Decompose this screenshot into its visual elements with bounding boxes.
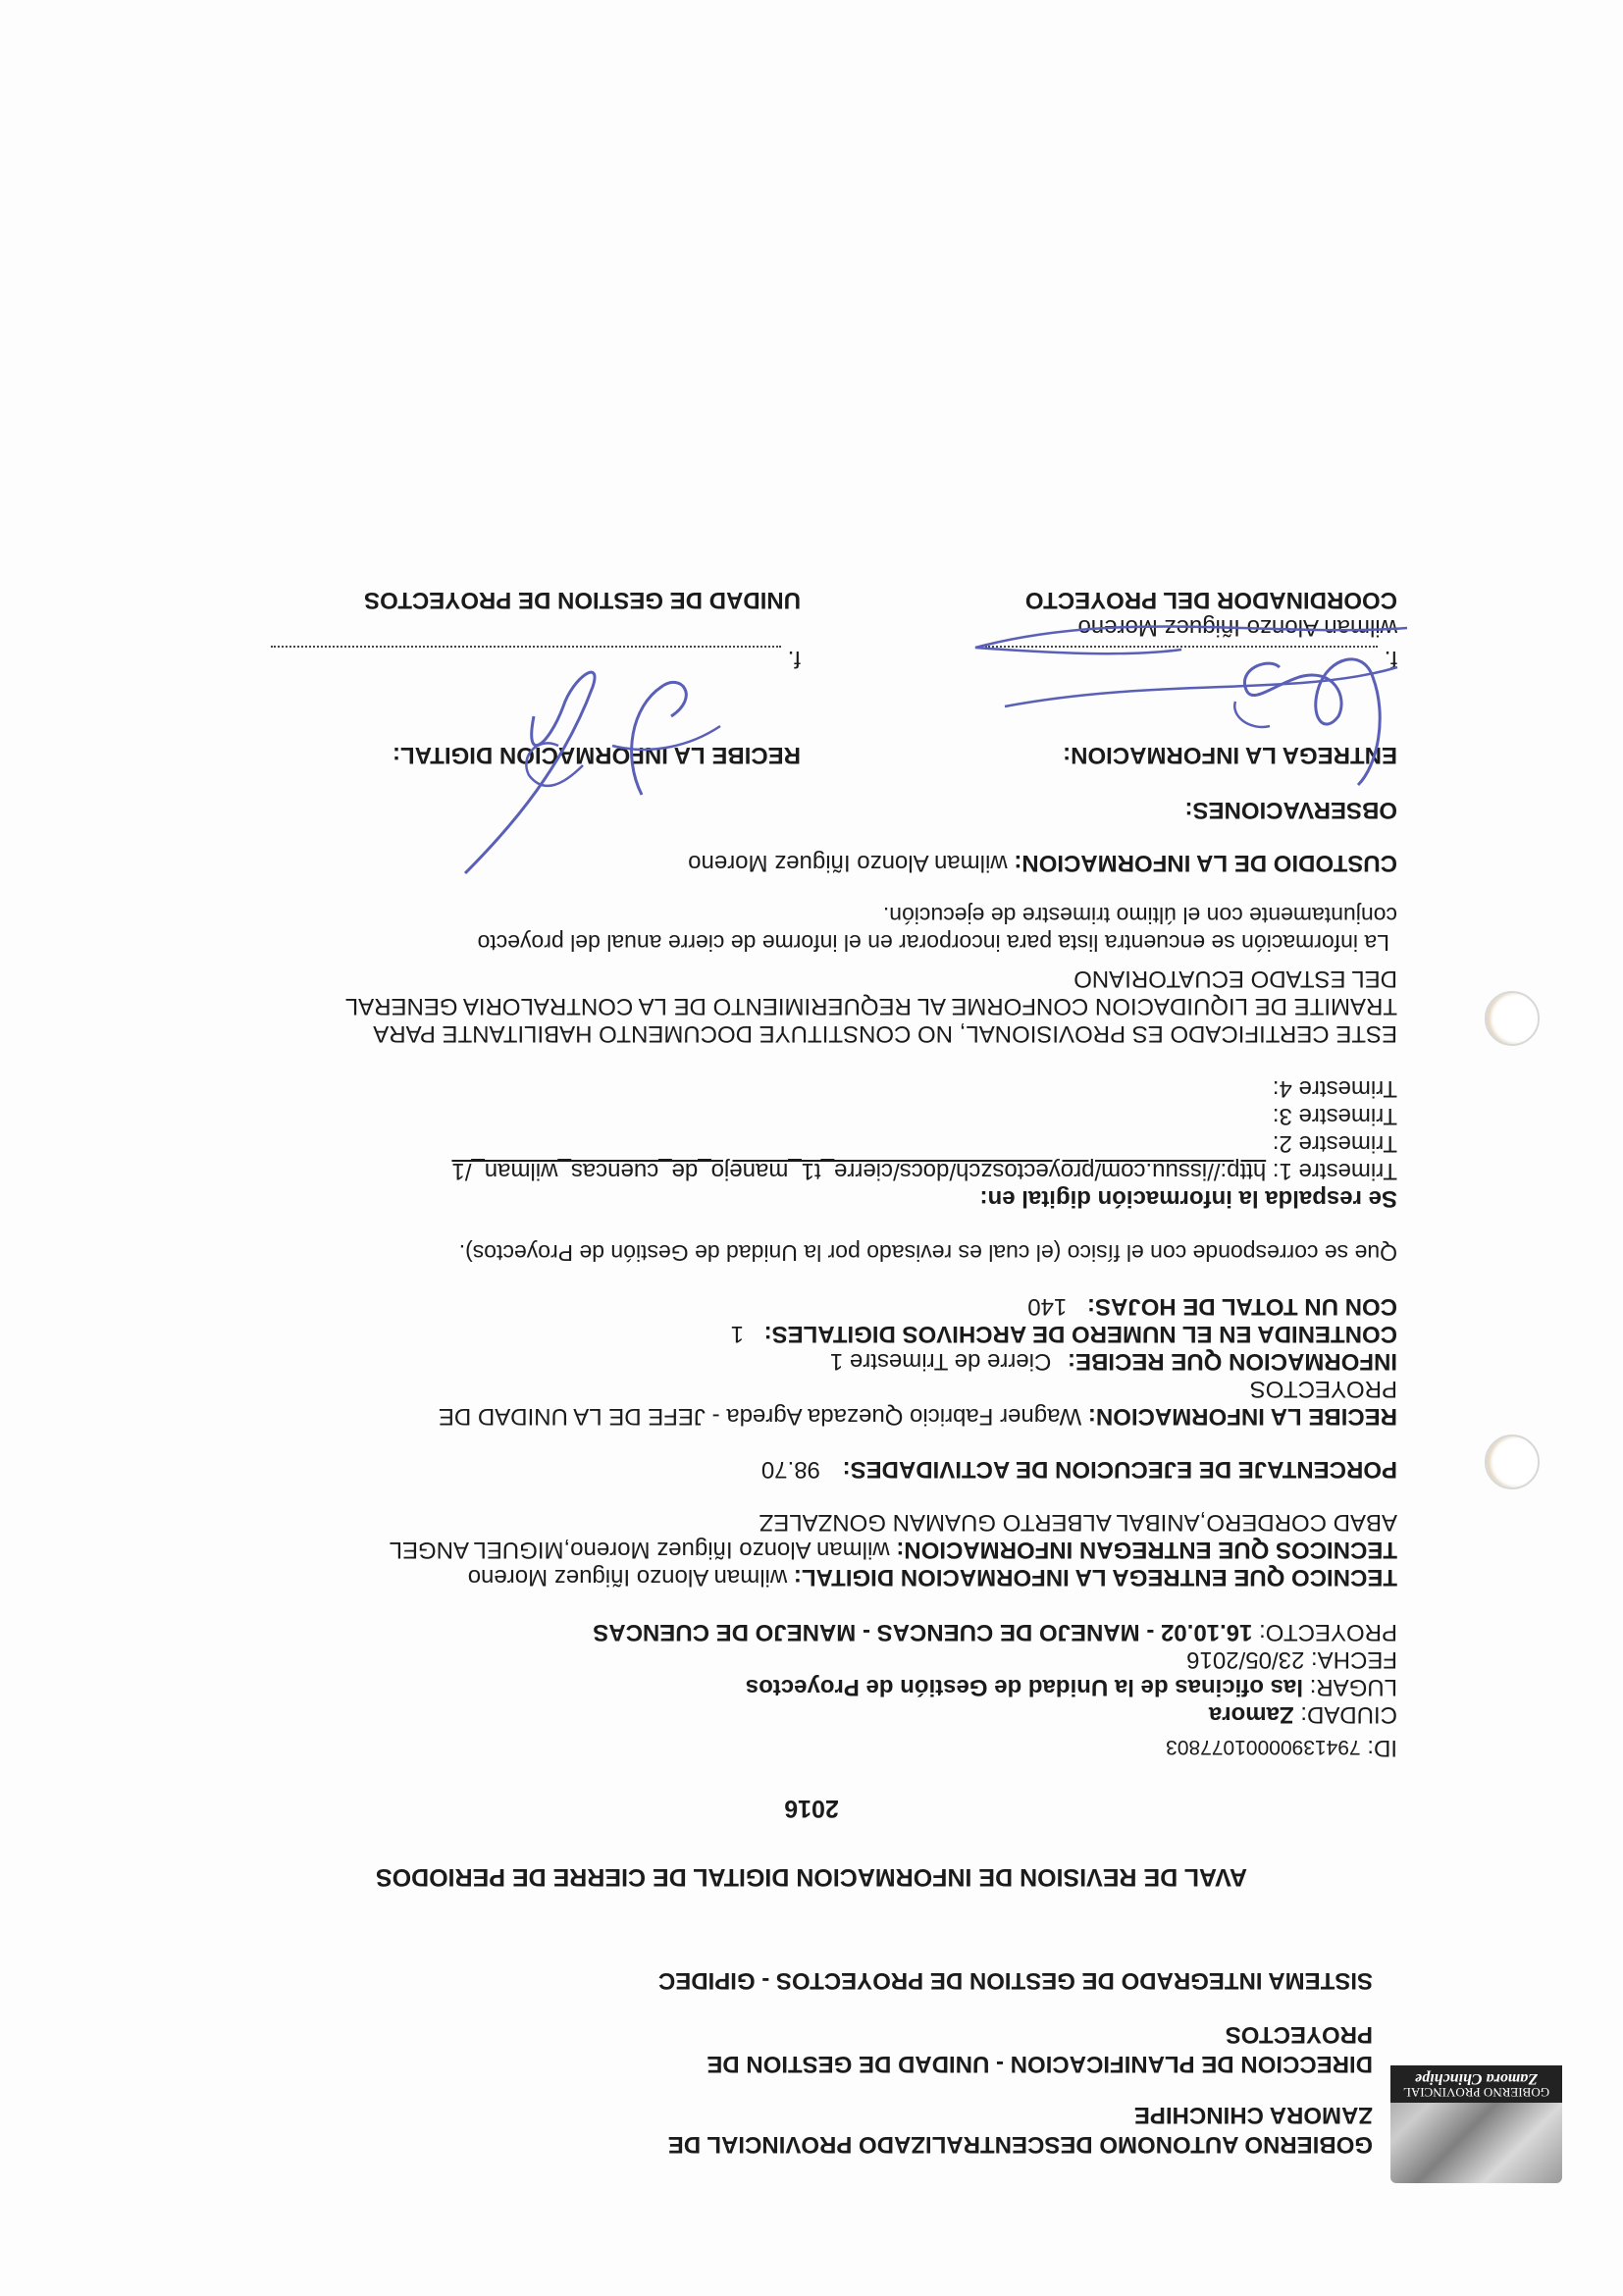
document-title: AVAL DE REVISION DE INFORMACION DIGITAL DE CIERRE DE PERIODOS: [375, 1863, 1248, 1891]
custodian-label: CUSTODIO DE LA INFORMACION:: [1014, 850, 1397, 876]
delivers-label: ENTREGA LA INFORMACION:: [1063, 742, 1397, 768]
project-row: [593, 1617, 1397, 1646]
receiver-value-2: PROYECTOS: [1249, 1376, 1397, 1402]
files-label: CONTENIDA EN EL NUMERO DE ARCHIVOS DIGITALES:: [763, 1321, 1397, 1347]
date-label: FECHA:: [1310, 1646, 1397, 1673]
trimestre-1-label: Trimestre 1:: [1272, 1158, 1397, 1184]
tech-digital-value: wilman Alonzo Iñiguez Moreno: [467, 1564, 788, 1591]
dept-line-1: DIRECCION DE PLANIFICACION - UNIDAD DE GESTION DE: [707, 2051, 1373, 2077]
disclaimer-line-1: ESTE CERTIFICADO ES PROVISIONAL, NO CONSTITUYE DOCUMENTO HABILITANTE PARA: [373, 1020, 1397, 1047]
dept-line-2: PROYECTOS: [1225, 2021, 1373, 2048]
system-name: SISTEMA INTEGRADO DE GESTION DE PROYECTOS - GIPIDEC: [657, 1967, 1373, 1994]
percent-label: PORCENTAJE DE EJECUCION DE ACTIVIDADES:: [842, 1456, 1397, 1483]
sign-right-f: f.: [787, 646, 801, 672]
sign-right-role: UNIDAD DE GESTION DE PROYECTOS: [364, 587, 801, 613]
punch-hole-1: [1485, 1435, 1540, 1489]
trimestre-2-label: Trimestre 2:: [1272, 1130, 1397, 1157]
city-row: [1209, 1699, 1397, 1729]
trimestre-3-label: Trimestre 3:: [1272, 1103, 1397, 1129]
city-label: CIUDAD:: [1300, 1701, 1397, 1728]
logo-band: [1390, 2065, 1562, 2103]
info-row: [830, 1346, 1397, 1376]
place-label: LUGAR:: [1309, 1674, 1397, 1700]
trimestre-1-row: [451, 1156, 1397, 1185]
disclaimer-line-2: TRAMITE DE LIQUIDACION CONFORME AL REQUERIMIENTO DE LA CONTRALORIA GENERAL: [344, 993, 1397, 1019]
sign-left-f: f.: [1384, 646, 1397, 672]
receiver-label: RECIBE LA INFORMACION:: [1087, 1403, 1397, 1430]
files-row: [731, 1319, 1397, 1348]
project-value: 16.10.02 - MANEJO DE CUENCAS - MANEJO DE CUENCAS: [593, 1619, 1253, 1645]
punch-hole-2: [1485, 991, 1540, 1046]
place-value: las oficinas de la Unidad de Gestión de Proyectos: [745, 1674, 1303, 1700]
techs-row: [390, 1535, 1397, 1564]
tech-digital-label: TECNICO QUE ENTREGA LA INFORMACION DIGITAL:: [793, 1564, 1397, 1591]
project-label: PROYECTO:: [1259, 1619, 1397, 1645]
disclaimer-line-3: DEL ESTADO ECUATORIANO: [1073, 965, 1397, 992]
custodian-value: wilman Alonzo Iñiguez Moreno: [688, 850, 1008, 876]
techs-value-1: wilman Alonzo Iñiguez Moreno,MIGUEL ANGEL: [389, 1537, 890, 1563]
place-row: [746, 1672, 1397, 1701]
receiver-value-1: Wagner Fabricio Quezada Agreda - JEFE DE LA UNIDAD DE: [438, 1403, 1082, 1430]
note-line-1: La información se encuentra lista para incorporar en el informe de cierre anual del proyecto: [477, 930, 1389, 956]
custodian-row: [688, 848, 1397, 877]
tech-digital-row: [468, 1562, 1397, 1592]
percent-row: [761, 1454, 1397, 1484]
correspond-text: Que se corresponde con el físico (el cual es revisado por la Unidad de Gestión de Proyectos).: [458, 1240, 1397, 1266]
backup-heading: Se respalda la información digital en:: [979, 1185, 1397, 1212]
id-value: 79413900001077803: [1166, 1736, 1361, 1758]
date-value: 23/05/2016: [1186, 1646, 1305, 1673]
id-row: [1166, 1732, 1397, 1762]
org-line-2: ZAMORA CHINCHIPE: [1133, 2102, 1373, 2128]
logo-image: [1390, 2090, 1562, 2183]
document-year: 2016: [784, 1795, 839, 1822]
date-row: [1186, 1644, 1397, 1674]
id-label: ID:: [1367, 1735, 1397, 1761]
techs-value-2: ABAD CORDERO,ANIBAL ALBERTO GUAMAN GONZALEZ: [759, 1509, 1397, 1536]
observations-label: OBSERVACIONES:: [1184, 797, 1397, 823]
city-value: Zamora: [1208, 1701, 1294, 1728]
logo-text: Zamora Chinchipe: [1415, 2070, 1538, 2087]
note-line-2: conjuntamente con el último trimestre de ejecución.: [882, 903, 1397, 928]
info-value: Cierre de Trimestre 1: [829, 1348, 1052, 1375]
files-value: 1: [730, 1321, 744, 1347]
receiver-row: [439, 1401, 1397, 1431]
pages-row: [1027, 1291, 1397, 1321]
receives-digital-label: RECIBE LA INFORMACION DIGITAL:: [393, 742, 801, 768]
techs-label: TECNICOS QUE ENTREGAN INFORMACION:: [896, 1537, 1397, 1563]
signature-left: [966, 589, 1417, 824]
pages-label: CON UN TOTAL DE HOJAS:: [1086, 1293, 1397, 1320]
sign-left-role: COORDINADOR DEL PROYECTO: [1024, 587, 1397, 613]
info-label: INFORMACION QUE RECIBE:: [1068, 1348, 1397, 1375]
pages-value: 140: [1027, 1293, 1068, 1320]
percent-value: 98.70: [760, 1456, 820, 1483]
sign-left-name: wilman Alonzo Iñiguez Moreno: [1077, 614, 1397, 641]
province-logo: [1390, 2065, 1562, 2183]
logo-subtext: GOBIERNO PROVINCIAL: [1402, 2085, 1550, 2100]
trimestre-4-label: Trimestre 4:: [1272, 1075, 1397, 1102]
trimestre-1-url[interactable]: http://issuu.com/proyectoszch/docs/cierre_t1_manejo_de_cuencas_wilman_/1: [451, 1158, 1267, 1184]
org-line-1: GOBIERNO AUTONOMO DESCENTRALIZADO PROVINCIAL DE: [667, 2131, 1373, 2158]
signature-right: [406, 648, 759, 883]
